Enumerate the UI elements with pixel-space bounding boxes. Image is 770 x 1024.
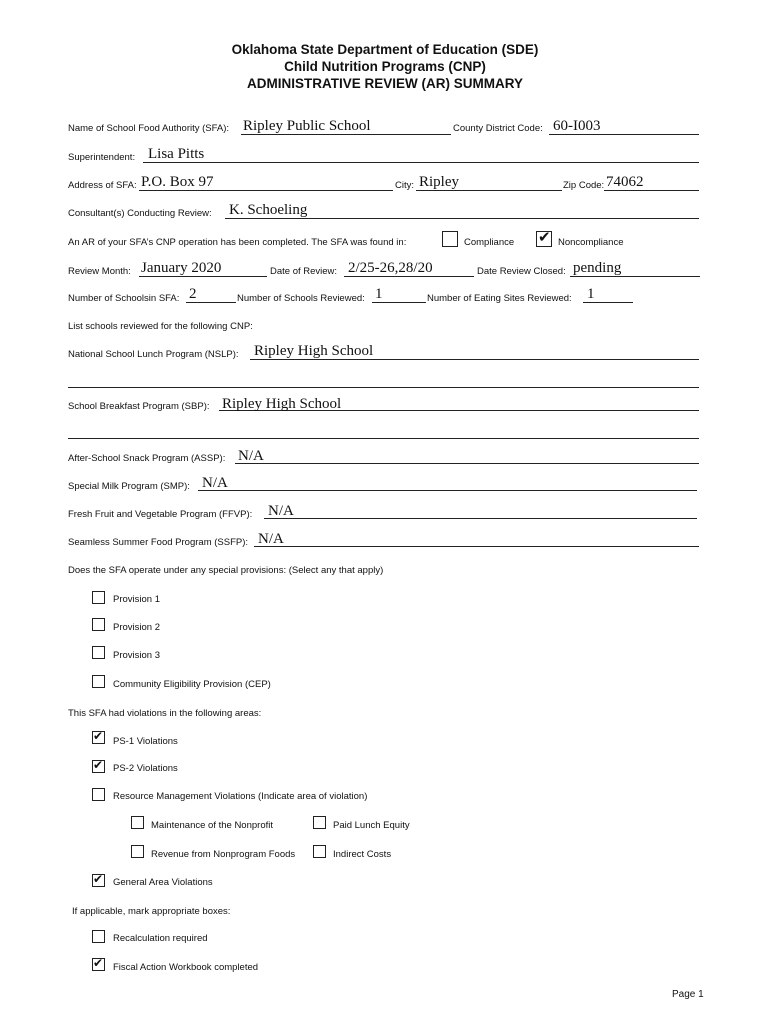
revenue-checkbox[interactable] [131, 845, 144, 858]
provision-3-label: Provision 3 [113, 650, 160, 661]
eating-sites-field[interactable]: 1 [587, 286, 595, 302]
review-date-label: Date of Review: [270, 266, 338, 277]
cep-label: Community Eligibility Provision (CEP) [113, 679, 271, 690]
sbp-line-2 [68, 438, 699, 439]
consultant-field[interactable]: K. Schoeling [229, 202, 308, 218]
nslp-line [250, 359, 699, 360]
address-line [139, 190, 393, 191]
fiscal-check-icon: ✔ [93, 956, 104, 970]
review-date-field[interactable]: 2/25-26,28/20 [348, 260, 433, 276]
zip-field[interactable]: 74062 [606, 174, 644, 190]
county-code-line [549, 134, 699, 135]
eating-sites-label: Number of Eating Sites Reviewed: [427, 293, 572, 304]
superintendent-label: Superintendent: [68, 152, 136, 163]
schools-reviewed-line [372, 302, 426, 303]
schools-in-sfa-label: Number of Schoolsin SFA: [68, 293, 180, 304]
maintenance-label: Maintenance of the Nonprofit [151, 820, 273, 831]
ffvp-field[interactable]: N/A [268, 503, 294, 519]
fiscal-label: Fiscal Action Workbook completed [113, 962, 259, 973]
provision-3-checkbox[interactable] [92, 646, 105, 659]
applicable-intro: If applicable, mark appropriate boxes: [72, 906, 231, 917]
review-month-line [139, 276, 267, 277]
ssfp-label: Seamless Summer Food Program (SSFP): [68, 537, 249, 548]
city-label: City: [395, 180, 414, 191]
recalc-checkbox[interactable] [92, 930, 105, 943]
provisions-question: Does the SFA operate under any special provisions: (Select any that apply) [68, 565, 384, 576]
ps1-check-icon: ✔ [93, 729, 104, 743]
address-field[interactable]: P.O. Box 97 [141, 174, 214, 190]
header-line-3: ADMINISTRATIVE REVIEW (AR) SUMMARY [247, 76, 523, 91]
assp-label: After-School Snack Program (ASSP): [68, 453, 226, 464]
consultant-label: Consultant(s) Conducting Review: [68, 208, 212, 219]
resource-checkbox[interactable] [92, 788, 105, 801]
zip-line [604, 190, 699, 191]
superintendent-line [143, 162, 699, 163]
ffvp-label: Fresh Fruit and Vegetable Program (FFVP): [68, 509, 253, 520]
sfa-name-line [241, 134, 451, 135]
recalc-label: Recalculation required [113, 933, 208, 944]
review-closed-label: Date Review Closed: [477, 266, 566, 277]
schools-reviewed-field[interactable]: 1 [375, 286, 383, 302]
superintendent-field[interactable]: Lisa Pitts [148, 146, 205, 162]
sfa-name-field[interactable]: Ripley Public School [243, 118, 371, 134]
compliance-label: Compliance [464, 237, 515, 248]
assp-field[interactable]: N/A [238, 448, 264, 464]
maintenance-checkbox[interactable] [131, 816, 144, 829]
paid-lunch-label: Paid Lunch Equity [333, 820, 410, 831]
eating-sites-line [583, 302, 633, 303]
general-label: General Area Violations [113, 877, 213, 888]
noncompliance-label: Noncompliance [558, 237, 624, 248]
address-label: Address of SFA: [68, 180, 137, 191]
review-closed-line [570, 276, 700, 277]
page-number: Page 1 [672, 989, 704, 1000]
assp-line [235, 463, 699, 464]
ps1-checkbox[interactable] [92, 731, 105, 744]
ssfp-line [254, 546, 699, 547]
indirect-label: Indirect Costs [333, 849, 392, 860]
schools-in-sfa-line [186, 302, 236, 303]
paid-lunch-checkbox[interactable] [313, 816, 326, 829]
noncompliance-checkbox[interactable] [536, 228, 552, 247]
header-line-1: Oklahoma State Department of Education (SDE) [231, 42, 539, 57]
sbp-field[interactable]: Ripley High School [222, 396, 342, 412]
general-checkbox[interactable] [92, 874, 105, 887]
revenue-label: Revenue from Nonprogram Foods [151, 849, 296, 860]
city-field[interactable]: Ripley [419, 174, 459, 190]
provision-2-checkbox[interactable] [92, 618, 105, 631]
cep-checkbox[interactable] [92, 675, 105, 688]
consultant-line [225, 218, 699, 219]
provision-1-checkbox[interactable] [92, 591, 105, 604]
smp-line [198, 490, 697, 491]
ssfp-field[interactable]: N/A [258, 531, 284, 547]
zip-label: Zip Code: [563, 180, 605, 191]
county-code-field[interactable]: 60-I003 [553, 118, 601, 134]
programs-intro: List schools reviewed for the following CNP: [68, 321, 253, 332]
sfa-name-label: Name of School Food Authority (SFA): [68, 123, 230, 134]
review-month-field[interactable]: January 2020 [141, 260, 222, 276]
fiscal-checkbox[interactable] [92, 958, 105, 971]
resource-label: Resource Management Violations (Indicate area of violation) [113, 791, 368, 802]
review-closed-field[interactable]: pending [573, 260, 622, 276]
nslp-label: National School Lunch Program (NSLP): [68, 349, 239, 360]
smp-label: Special Milk Program (SMP): [68, 481, 190, 492]
general-check-icon: ✔ [93, 872, 104, 886]
noncompliance-check-icon: ✔ [538, 228, 551, 246]
compliance-checkbox[interactable] [442, 231, 458, 247]
ps1-label: PS-1 Violations [113, 736, 178, 747]
review-month-label: Review Month: [68, 266, 131, 277]
county-code-label: County District Code: [453, 123, 543, 134]
ffvp-line [264, 518, 697, 519]
provision-2-label: Provision 2 [113, 622, 160, 633]
header-line-2: Child Nutrition Programs (CNP) [284, 59, 486, 74]
nslp-line-2 [68, 387, 699, 388]
schools-in-sfa-field[interactable]: 2 [189, 286, 197, 302]
finding-label: An AR of your SFA’s CNP operation has been completed. The SFA was found in: [68, 237, 407, 248]
ps2-label: PS-2 Violations [113, 763, 178, 774]
ps2-check-icon: ✔ [93, 758, 104, 772]
violations-intro: This SFA had violations in the following areas: [68, 708, 262, 719]
indirect-checkbox[interactable] [313, 845, 326, 858]
ps2-checkbox[interactable] [92, 760, 105, 773]
smp-field[interactable]: N/A [202, 475, 228, 491]
city-line [416, 190, 562, 191]
provision-1-label: Provision 1 [113, 594, 160, 605]
schools-reviewed-label: Number of Schools Reviewed: [237, 293, 365, 304]
review-date-line [344, 276, 474, 277]
sbp-label: School Breakfast Program (SBP): [68, 401, 210, 412]
nslp-field[interactable]: Ripley High School [254, 343, 374, 359]
